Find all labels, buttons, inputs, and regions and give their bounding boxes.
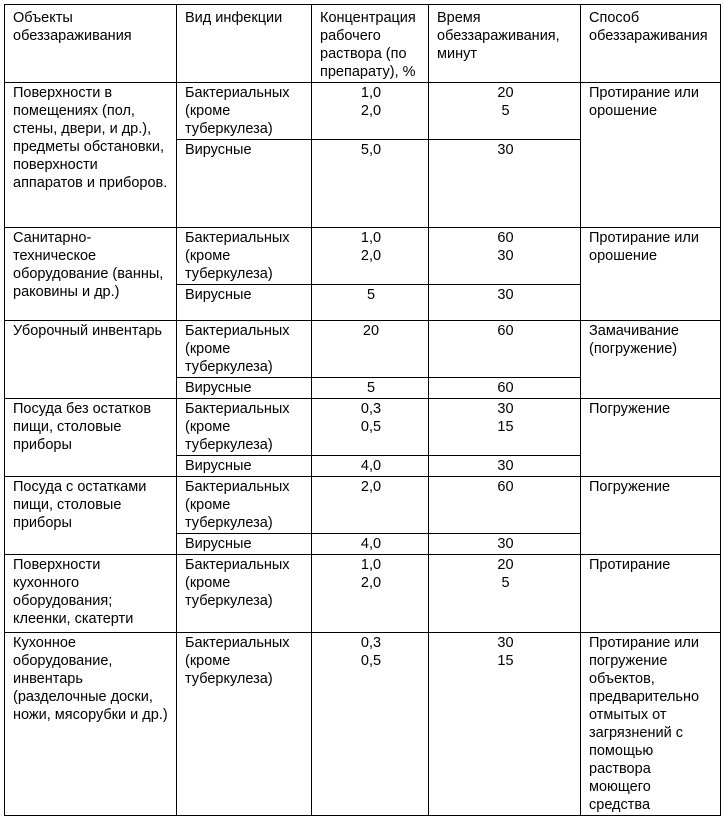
concentration-cell: 0,3 0,5 — [312, 399, 429, 456]
infection-cell: Вирусные — [177, 285, 312, 321]
method-cell: Протирание или орошение — [581, 228, 721, 321]
method-cell: Замачивание (погружение) — [581, 321, 721, 399]
concentration-cell: 5 — [312, 378, 429, 399]
object-cell: Кухонное оборудование, инвентарь (разделочные доски, ножи, мясорубки и др.) — [5, 633, 177, 816]
time-cell: 30 — [429, 534, 581, 555]
table-row — [5, 555, 721, 633]
concentration-cell: 1,0 2,0 — [312, 555, 429, 633]
method-cell: Погружение — [581, 477, 721, 555]
header-time: Время обеззараживания, минут — [429, 5, 581, 83]
concentration-cell: 5 — [312, 285, 429, 321]
concentration-cell: 5,0 — [312, 140, 429, 228]
table-row — [5, 633, 721, 816]
time-cell: 20 5 — [429, 83, 581, 140]
time-cell: 30 — [429, 285, 581, 321]
header-concentration: Концентрация рабочего раствора (по препарату), % — [312, 5, 429, 83]
concentration-cell: 1,0 2,0 — [312, 83, 429, 140]
header-method: Способ обеззараживания — [581, 5, 721, 83]
time-cell: 20 5 — [429, 555, 581, 633]
time-cell: 60 30 — [429, 228, 581, 285]
table-row — [5, 477, 721, 534]
time-cell: 60 — [429, 378, 581, 399]
object-cell: Поверхности в помещениях (пол, стены, двери, и др.), предметы обстановки, поверхности аппаратов и приборов. — [5, 83, 177, 228]
object-cell: Уборочный инвентарь — [5, 321, 177, 399]
infection-cell: Бактериальных (кроме туберкулеза) — [177, 477, 312, 534]
object-cell: Посуда с остатками пищи, столовые приборы — [5, 477, 177, 555]
infection-cell: Вирусные — [177, 140, 312, 228]
infection-cell: Вирусные — [177, 378, 312, 399]
time-cell: 30 15 — [429, 633, 581, 816]
table-row — [5, 399, 721, 456]
disinfection-table — [4, 4, 721, 816]
concentration-cell: 1,0 2,0 — [312, 228, 429, 285]
method-cell: Протирание или орошение — [581, 83, 721, 228]
infection-cell: Бактериальных (кроме туберкулеза) — [177, 555, 312, 633]
method-cell: Протирание или погружение объектов, предварительно отмытых от загрязнений с помощью раствора моющего средства — [581, 633, 721, 816]
concentration-cell: 4,0 — [312, 534, 429, 555]
method-cell: Погружение — [581, 399, 721, 477]
time-cell: 30 — [429, 140, 581, 228]
table-row — [5, 321, 721, 378]
table-row — [5, 228, 721, 285]
time-cell: 30 15 — [429, 399, 581, 456]
time-cell: 30 — [429, 456, 581, 477]
infection-cell: Бактериальных (кроме туберкулеза) — [177, 633, 312, 816]
header-infection: Вид инфекции — [177, 5, 312, 83]
object-cell: Посуда без остатков пищи, столовые приборы — [5, 399, 177, 477]
object-cell: Поверхности кухонного оборудования; клеенки, скатерти — [5, 555, 177, 633]
object-cell: Санитарно-техническое оборудование (ванны, раковины и др.) — [5, 228, 177, 321]
time-cell: 60 — [429, 477, 581, 534]
concentration-cell: 20 — [312, 321, 429, 378]
method-cell: Протирание — [581, 555, 721, 633]
time-cell: 60 — [429, 321, 581, 378]
infection-cell: Вирусные — [177, 456, 312, 477]
header-object: Объекты обеззараживания — [5, 5, 177, 83]
infection-cell: Бактериальных (кроме туберкулеза) — [177, 83, 312, 140]
concentration-cell: 0,3 0,5 — [312, 633, 429, 816]
infection-cell: Вирусные — [177, 534, 312, 555]
infection-cell: Бактериальных (кроме туберкулеза) — [177, 228, 312, 285]
infection-cell: Бактериальных (кроме туберкулеза) — [177, 321, 312, 378]
infection-cell: Бактериальных (кроме туберкулеза) — [177, 399, 312, 456]
concentration-cell: 2,0 — [312, 477, 429, 534]
header-row — [5, 5, 721, 83]
table-row — [5, 83, 721, 140]
concentration-cell: 4,0 — [312, 456, 429, 477]
